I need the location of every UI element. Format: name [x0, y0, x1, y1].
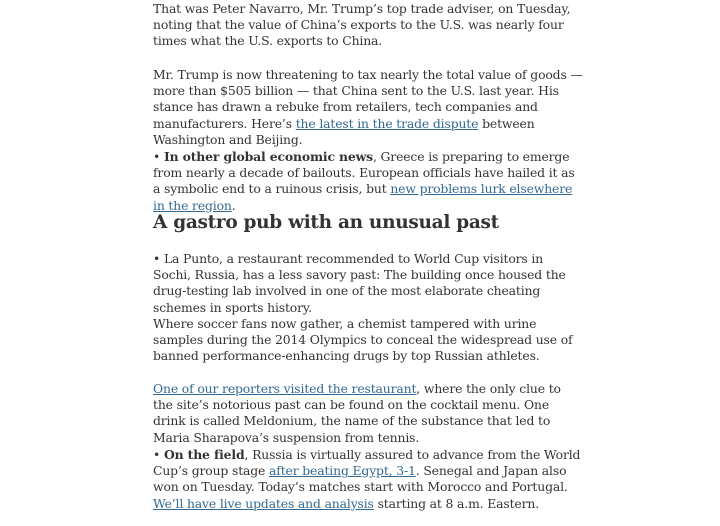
link-after-beating-egypt[interactable]: after beating Egypt, 3-1 [269, 463, 416, 479]
link-reporter-visited-restaurant[interactable]: One of our reporters visited the restaurant [153, 381, 417, 396]
paragraph-text: starting at 8 a.m. Eastern. [373, 495, 539, 511]
bullet: • [153, 149, 164, 164]
paragraph-text: , where the only clue to the site’s notorious past can be found on the cocktail menu. One drink is called Meldonium, the name of the substance that led to Maria Sharapova’s suspension from tennis. [153, 381, 561, 445]
paragraph-reporter-visit [153, 381, 583, 446]
paragraph-text: • La Punto, a restaurant recommended to World Cup visitors in Sochi, Russia, has a less savory past: The building once housed the drug-testing lab involved in one of the most elaborate cheating schemes in sports history. [153, 251, 566, 315]
link-new-problems-region[interactable]: new problems lurk elsewhere in the region [153, 181, 573, 213]
paragraph-global-economic-news [153, 149, 583, 214]
paragraph-text: Where soccer fans now gather, a chemist tampered with urine samples during the 2014 Olympics to conceal the widespread use of banned performance-enhancing drugs by top Russian athletes. [153, 316, 573, 364]
paragraph-tariff-threat [153, 67, 583, 148]
link-latest-trade-dispute[interactable]: the latest in the trade dispute [295, 115, 479, 131]
paragraph-chemist [153, 316, 583, 365]
paragraph-text: , Greece is preparing to emerge from nearly a decade of bailouts. European officials have hailed it as a symbolic end to a ruinous crisis, but [153, 149, 575, 197]
paragraph-text: That was Peter Navarro, Mr. Trump’s top trade adviser, on Tuesday, noting that the value of China’s exports to the U.S. was nearly four times what the U.S. exports to China. [153, 1, 571, 49]
bold-lead-in: In other global economic news [163, 149, 373, 164]
paragraph-text: . [231, 197, 236, 213]
bold-lead-in: On the field [163, 447, 245, 462]
paragraph-on-the-field [153, 447, 583, 512]
paragraph-text: . Senegal and Japan also won on Tuesday. Today’s matches start with Morocco and Portugal. [153, 463, 568, 495]
paragraph-navarro [153, 1, 583, 50]
paragraph-text: Mr. Trump is now threatening to tax nearly the total value of goods — more than $505 billion — that China sent to the U.S. last year. His stance has drawn a rebuke from retailers, tech companies and manufacturers. Here’s [153, 67, 583, 131]
paragraph-text: , Russia is virtually assured to advance from the World Cup’s group stage [153, 447, 581, 479]
link-live-updates-analysis[interactable]: We’ll have live updates and analysis [153, 495, 374, 511]
paragraph-text: between Washington and Beijing. [153, 115, 535, 147]
bullet: • [153, 447, 164, 462]
section-heading: A gastro pub with an unusual past [153, 212, 499, 233]
paragraph-la-punto [153, 251, 583, 316]
